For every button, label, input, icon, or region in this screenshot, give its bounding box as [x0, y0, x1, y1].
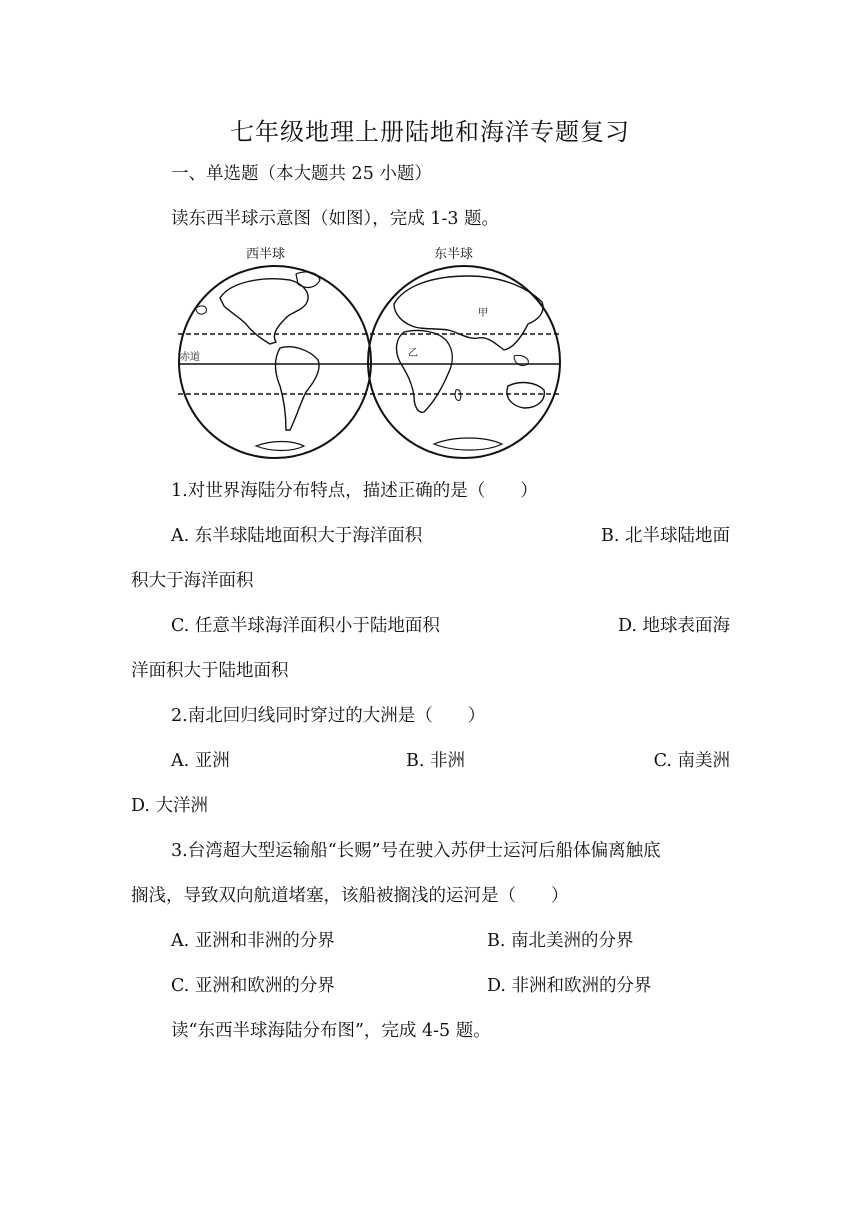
next-map-intro: 读“东西半球海陆分布图”，完成 4-5 题。 [171, 1021, 491, 1041]
question-1-option-b: B. 北半球陆地面 [601, 526, 730, 546]
hemisphere-map-figure [172, 240, 568, 466]
question-3-stem-continued: 搁浅，导致双向航道堵塞，该船被搁浅的运河是（ ） [131, 886, 569, 906]
question-3-option-c: C. 亚洲和欧洲的分界 [171, 976, 335, 996]
question-3-option-b: B. 南北美洲的分界 [487, 931, 634, 951]
question-1-option-d-continued: 洋面积大于陆地面积 [131, 661, 289, 681]
question-3-stem: 3.台湾超大型运输船“长赐”号在驶入苏伊士运河后船体偏离触底 [171, 841, 661, 861]
question-2-stem: 2.南北回归线同时穿过的大洲是（ ） [171, 706, 486, 726]
question-3-option-d: D. 非洲和欧洲的分界 [487, 976, 652, 996]
west-antarctica-outline [256, 442, 304, 451]
question-1-option-d: D. 地球表面海 [617, 616, 730, 636]
question-2-option-b: B. 非洲 [406, 751, 465, 771]
section-heading: 一、单选题（本大题共 25 小题） [171, 164, 432, 184]
greenland-outline [296, 272, 320, 287]
question-1-option-c: C. 任意半球海洋面积小于陆地面积 [171, 616, 440, 636]
page-title: 七年级地理上册陆地和海洋专题复习 [230, 118, 630, 146]
question-2-option-d: D. 大洋洲 [131, 796, 209, 816]
question-1-option-b-continued: 积大于海洋面积 [131, 571, 254, 591]
west-island-outline [196, 306, 206, 314]
east-hemisphere-circle [368, 266, 560, 458]
eurasia-outline [394, 276, 543, 350]
south-america-outline [276, 347, 320, 430]
africa-outline [397, 330, 453, 412]
west-hemisphere-label: 西半球 [246, 247, 286, 262]
east-hemisphere-label: 东半球 [434, 247, 474, 262]
question-3-option-a: A. 亚洲和非洲的分界 [171, 931, 335, 951]
equator-label: 赤道 [180, 352, 200, 363]
map-mark-jia: 甲 [478, 308, 488, 319]
hemisphere-map-svg [172, 240, 568, 466]
australia-outline [507, 383, 544, 408]
question-2-option-c: C. 南美洲 [653, 751, 730, 771]
map-intro: 读东西半球示意图（如图），完成 1-3 题。 [171, 209, 500, 229]
question-1-option-a: A. 东半球陆地面积大于海洋面积 [171, 526, 423, 546]
map-mark-yi: 乙 [408, 348, 418, 359]
question-2-option-a: A. 亚洲 [171, 751, 230, 771]
madagascar-outline [455, 390, 461, 401]
question-1-stem: 1.对世界海陆分布特点，描述正确的是（ ） [171, 481, 538, 501]
east-antarctica-outline [434, 438, 502, 450]
